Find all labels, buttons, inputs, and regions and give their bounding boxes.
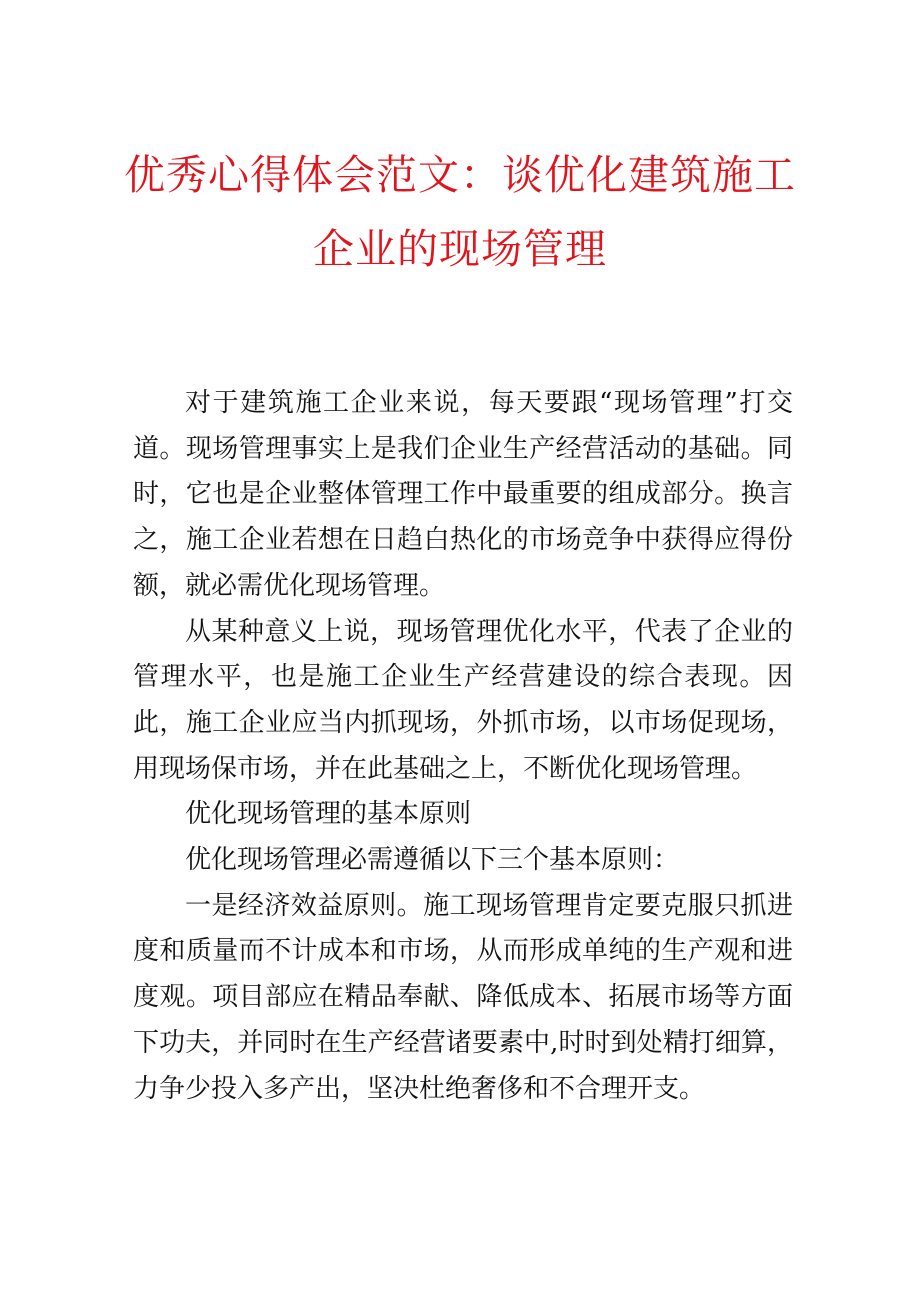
document-title xyxy=(120,138,800,286)
paragraph-principles-lead: 优化现场管理必需遵循以下三个基本原则： xyxy=(185,845,680,876)
paragraph-significance: 从某种意义上说，现场管理优化水平，代表了企业的管理水平，也是施工企业生产经营建设的综合表现。因此，施工企业应当内抓现场，外抓市场，以市场促现场，用现场保市场，并在此基础之上，不断优化现场管理。 xyxy=(133,616,793,784)
title-line-1: 优秀心得体会范文：谈优化建筑施工 xyxy=(124,151,796,199)
paragraph-economic-principle: 一是经济效益原则。施工现场管理肯定要克服只抓进度和质量而不计成本和市场，从而形成单纯的生产观和进度观。项目部应在精品奉献、降低成本、拓展市场等方面下功夫，并同时在生产经营诸要素中,时时到处精打细算，力争少投入多产出，坚决杜绝奢侈和不合理开支。 xyxy=(133,890,793,1104)
document-body xyxy=(133,381,793,1112)
paragraph-intro: 对于建筑施工企业来说，每天要跟“现场管理”打交道。现场管理事实上是我们企业生产经营活动的基础。同时，它也是企业整体管理工作中最重要的组成部分。换言之，施工企业若想在日趋白热化的市场竞争中获得应得份额，就必需优化现场管理。 xyxy=(133,388,793,601)
title-line-2: 企业的现场管理 xyxy=(313,225,607,273)
section-heading-principles: 优化现场管理的基本原则 xyxy=(185,799,472,830)
